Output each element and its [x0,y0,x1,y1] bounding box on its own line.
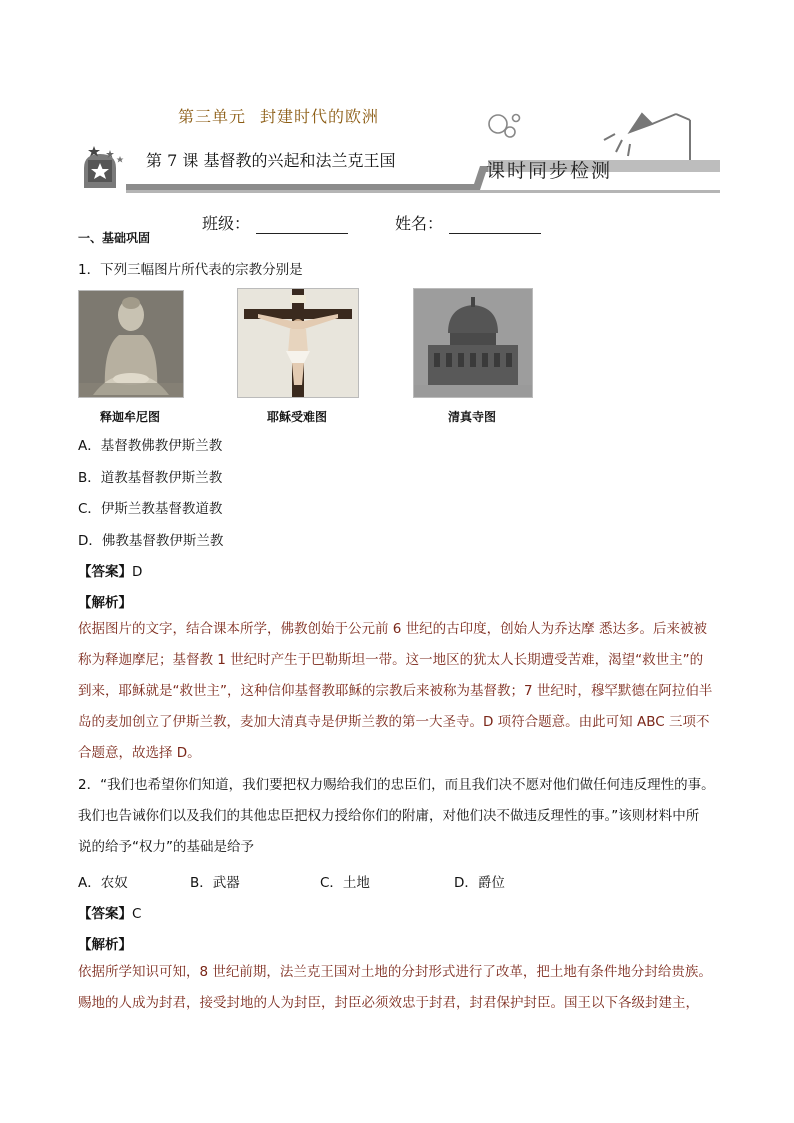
lesson-title: 第 7 课 基督教的兴起和法兰克王国 [146,151,396,170]
q2-answer [78,902,141,922]
q2-analysis-line: 赐地的人成为封君，接受封地的人为封臣，封臣必须效忠于封君，封君保护封臣。国王以下各级封建主， [78,995,699,1011]
q1-answer-label: 【答案】 [78,564,132,580]
section-heading: 一、基础巩固 [78,231,151,245]
q1-analysis-line: 依据图片的文字，结合课本所学，佛教创始于公元前 6 世纪的古印度，创始人为乔达摩 悉达多。后来被被 [78,621,707,637]
q1-analysis-label: 【解析】 [78,595,132,611]
q2-stem-line: 我们也告诫你们以及我们的其他忠臣把权力授给你们的附庸，对他们决不做违反理性的事。”该则材料中所 [78,808,700,824]
crucifixion-image [237,288,359,398]
q1-analysis-line: 合题意，故选择 D。 [78,745,201,761]
q1-analysis-line: 岛的麦加创立了伊斯兰教，麦加大清真寺是伊斯兰教的第一大圣寺。D 项符合题意。由此可知 ABC 三项不 [78,714,710,730]
q1-analysis-line: 称为释迦摩尼；基督教 1 世纪时产生于巴勒斯坦一带。这一地区的犹太人长期遭受苦难，渴望“救世主”的 [78,652,704,668]
q2-stem [78,770,728,863]
q2-answer-label: 【答案】 [78,906,132,922]
buddha-image [78,290,184,398]
sync-test-badge: 课时同步检测 [486,160,613,182]
class-field[interactable] [202,211,348,234]
q2-stem-line: 说的给予“权力”的基础是给予 [78,839,254,855]
q1-analysis-line: 到来，耶稣就是“救世主”，这种信仰基督教耶稣的宗教后来被称为基督教；7 世纪时，穆罕默德在阿拉伯半 [78,683,713,699]
q1-analysis [78,614,728,769]
q1-stem: 1．下列三幅图片所代表的宗教分别是 [78,262,303,278]
q2-stem-line: 2．“我们也希望你们知道，我们要把权力赐给我们的忠臣们，而且我们决不愿对他们做任何违反理性的事。 [78,777,715,793]
caption-crucifixion: 耶稣受难图 [266,410,327,424]
q2-answer-value: C [132,906,142,922]
name-label: 姓名： [395,214,444,233]
q2-analysis [78,957,728,1019]
q2-analysis-label: 【解析】 [78,937,132,953]
star-badge-icon [84,146,124,188]
q1-option-c[interactable]: C．伊斯兰教基督教道教 [78,501,223,517]
caption-buddha: 释迦牟尼图 [99,410,160,424]
unit-number: 第三单元 [178,107,247,126]
q2-option-d[interactable]: D．爵位 [454,875,505,891]
name-blank[interactable] [449,217,541,234]
q1-option-b[interactable]: B．道教基督教伊斯兰教 [78,470,223,486]
q1-answer [78,560,142,580]
q2-option-b[interactable]: B．武器 [190,875,240,891]
name-field[interactable] [395,211,541,234]
q2-options [78,871,505,891]
q1-option-d[interactable]: D．佛教基督教伊斯兰教 [78,533,224,549]
q1-answer-value: D [132,564,143,580]
mosque-image [413,288,533,398]
class-label: 班级： [202,214,251,233]
q2-option-a[interactable]: A．农奴 [78,875,128,891]
q1-option-a[interactable]: A．基督教佛教伊斯兰教 [78,438,223,454]
bubbles-icon [489,115,520,138]
class-blank[interactable] [256,217,348,234]
q2-analysis-line: 依据所学知识可知，8 世纪前期，法兰克王国对土地的分封形式进行了改革，把土地有条件地分封给贵族。 [78,964,712,980]
unit-title [178,104,379,127]
desk-lamp-icon [604,114,690,162]
caption-mosque: 清真寺图 [447,410,496,424]
unit-name: 封建时代的欧洲 [260,107,380,126]
q2-option-c[interactable]: C．土地 [320,875,370,891]
